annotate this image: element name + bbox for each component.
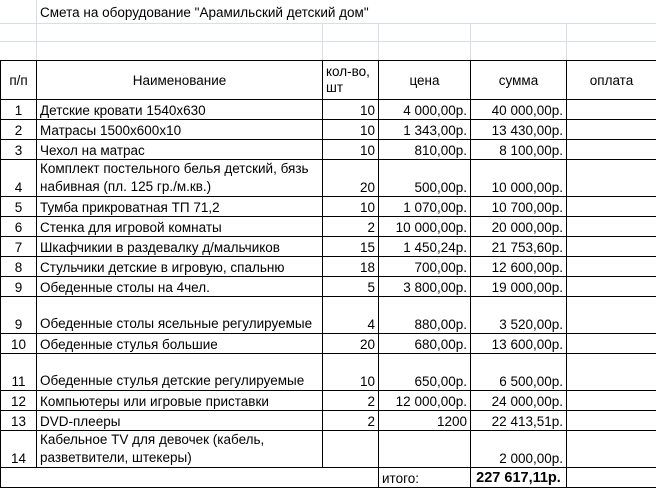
header-pay: оплата — [567, 61, 656, 100]
row-name: Матрасы 1500х600х10 — [37, 120, 323, 140]
row-num: 2 — [1, 120, 37, 140]
row-price: 880,00р. — [379, 297, 471, 334]
row-qty: 18 — [323, 257, 379, 277]
row-num: 14 — [1, 431, 37, 468]
total-spacer — [1, 468, 379, 488]
row-price: 700,00р. — [379, 257, 471, 277]
estimate-table — [0, 60, 656, 488]
row-sum: 6 500,00р. — [471, 354, 567, 391]
row-sum: 19 000,00р. — [471, 277, 567, 297]
gridline — [36, 0, 37, 60]
row-sum: 10 700,00р. — [471, 197, 567, 217]
table-row — [1, 160, 656, 197]
table-row — [1, 120, 656, 140]
table-row — [1, 257, 656, 277]
row-sum: 40 000,00р. — [471, 100, 567, 120]
row-name: Тумба прикроватная ТП 71,2 — [37, 197, 323, 217]
row-name: Детские кровати 1540х630 — [37, 100, 323, 120]
table-row — [1, 354, 656, 391]
row-pay — [567, 334, 656, 354]
row-pay — [567, 277, 656, 297]
row-price: 1200 — [379, 411, 471, 431]
total-pay — [567, 468, 656, 488]
row-sum: 3 520,00р. — [471, 297, 567, 334]
header-name: Наименование — [37, 61, 323, 100]
row-pay — [567, 100, 656, 120]
sheet-title: Смета на оборудование "Арамильский детский дом" — [40, 5, 369, 20]
row-num: 10 — [1, 334, 37, 354]
row-sum: 10 000,00р. — [471, 160, 567, 197]
row-qty: 5 — [323, 277, 379, 297]
table-row — [1, 431, 656, 468]
row-pay — [567, 237, 656, 257]
table-row — [1, 411, 656, 431]
row-num: 7 — [1, 237, 37, 257]
row-price: 1 343,00р. — [379, 120, 471, 140]
row-pay — [567, 411, 656, 431]
row-price: 1 450,24р. — [379, 237, 471, 257]
row-qty: 10 — [323, 140, 379, 160]
row-name: Обеденные стулья большие — [37, 334, 323, 354]
gridline — [378, 23, 379, 60]
row-qty: 10 — [323, 120, 379, 140]
header-sum: сумма — [471, 61, 567, 100]
row-price: 650,00р. — [379, 354, 471, 391]
row-qty: 4 — [323, 297, 379, 334]
total-value: 227 617,11р. — [471, 468, 567, 488]
header-row — [1, 61, 656, 100]
row-pay — [567, 257, 656, 277]
row-pay — [567, 354, 656, 391]
row-sum: 13 600,00р. — [471, 334, 567, 354]
row-num: 3 — [1, 140, 37, 160]
row-price: 12 000,00р. — [379, 391, 471, 411]
row-name: Обеденные столы на 4чел. — [37, 277, 323, 297]
row-sum: 8 100,00р. — [471, 140, 567, 160]
gridline — [0, 23, 656, 24]
table-row — [1, 391, 656, 411]
row-pay — [567, 140, 656, 160]
row-num: 4 — [1, 160, 37, 197]
row-price: 500,00р. — [379, 160, 471, 197]
row-pay — [567, 431, 656, 468]
table-row — [1, 100, 656, 120]
table-row — [1, 197, 656, 217]
row-qty: 20 — [323, 334, 379, 354]
row-price: 4 000,00р. — [379, 100, 471, 120]
row-name: Шкафчикии в раздевалку д/мальчиков — [37, 237, 323, 257]
row-sum: 21 753,60р. — [471, 237, 567, 257]
row-sum: 2 000,00р. — [471, 431, 567, 468]
row-qty: 2 — [323, 217, 379, 237]
row-pay — [567, 297, 656, 334]
row-name: Обеденные столы ясельные регулируемые — [37, 297, 323, 334]
header-num: п/п — [1, 61, 37, 100]
row-num: 5 — [1, 197, 37, 217]
table-row — [1, 277, 656, 297]
gridline — [322, 23, 323, 60]
row-name: Стульчики детские в игровую, спальню — [37, 257, 323, 277]
row-num: 13 — [1, 411, 37, 431]
row-sum: 12 600,00р. — [471, 257, 567, 277]
row-pay — [567, 120, 656, 140]
total-row — [1, 468, 656, 488]
row-name: Кабельное TV для девочек (кабель, разветвители, штекеры) — [37, 431, 323, 468]
row-num: 6 — [1, 217, 37, 237]
row-sum: 20 000,00р. — [471, 217, 567, 237]
gridline — [470, 23, 471, 60]
row-name: DVD-плееры — [37, 411, 323, 431]
row-sum: 13 430,00р. — [471, 120, 567, 140]
row-sum: 24 000,00р. — [471, 391, 567, 411]
row-price — [379, 431, 471, 468]
row-price: 10 000,00р. — [379, 217, 471, 237]
table-row — [1, 140, 656, 160]
table-row — [1, 217, 656, 237]
table-row — [1, 334, 656, 354]
row-name: Стенка для игровой комнаты — [37, 217, 323, 237]
row-pay — [567, 217, 656, 237]
row-qty: 2 — [323, 411, 379, 431]
total-label: итого: — [379, 468, 471, 488]
row-sum: 22 413,51р. — [471, 411, 567, 431]
row-num: 12 — [1, 391, 37, 411]
row-pay — [567, 160, 656, 197]
table-row — [1, 297, 656, 334]
row-qty: 10 — [323, 100, 379, 120]
row-price: 3 800,00р. — [379, 277, 471, 297]
table-row — [1, 237, 656, 257]
row-name: Компьютеры или игровые приставки — [37, 391, 323, 411]
row-qty: 20 — [323, 160, 379, 197]
row-num: 9 — [1, 297, 37, 334]
row-qty: 10 — [323, 197, 379, 217]
row-qty: 10 — [323, 354, 379, 391]
row-name: Комплект постельного белья детский, бязь набивная (пл. 125 гр./м.кв.) — [37, 160, 323, 197]
row-pay — [567, 197, 656, 217]
row-price: 810,00р. — [379, 140, 471, 160]
row-num: 1 — [1, 100, 37, 120]
gridline — [0, 41, 656, 42]
row-qty: 15 — [323, 237, 379, 257]
row-qty — [323, 431, 379, 468]
row-name: Чехол на матрас — [37, 140, 323, 160]
header-price: цена — [379, 61, 471, 100]
row-price: 1 070,00р. — [379, 197, 471, 217]
row-num: 11 — [1, 354, 37, 391]
row-qty: 2 — [323, 391, 379, 411]
row-num: 8 — [1, 257, 37, 277]
row-price: 680,00р. — [379, 334, 471, 354]
gridline — [566, 23, 567, 60]
row-name: Обеденные стулья детские регулируемые — [37, 354, 323, 391]
row-num: 9 — [1, 277, 37, 297]
row-pay — [567, 391, 656, 411]
header-qty: кол-во, шт — [323, 61, 379, 100]
